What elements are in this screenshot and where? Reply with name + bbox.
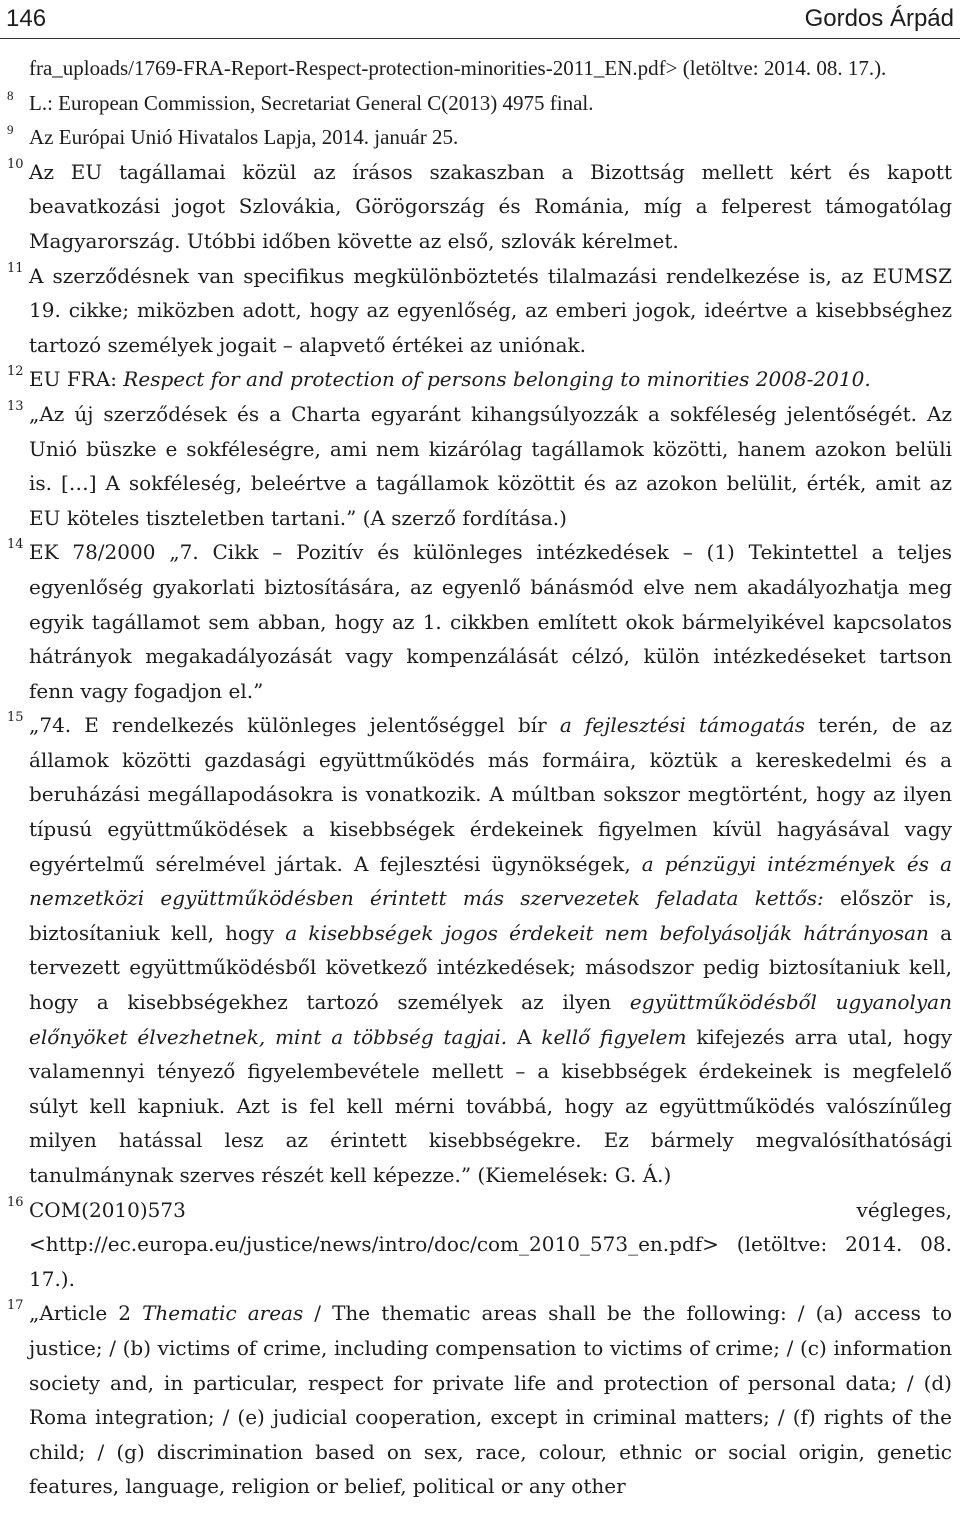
footnote-text: L.: European Commission, Secretariat General C(2013) 4975 final. <box>29 90 594 115</box>
footnote-number: 9 <box>7 122 14 138</box>
emphasis: a pénzügyi intézmények és a nemzetközi együttműködésben érintett más szervezetek feladata kettős: <box>29 851 953 911</box>
author-name: Gordos Árpád <box>804 5 954 32</box>
emphasis: a kisebbségek jogos érdekeit nem befolyásolják hátrányosan <box>285 920 929 945</box>
footnote-text <box>29 1296 952 1504</box>
footnote-11 <box>0 259 960 363</box>
footnote-13 <box>0 397 960 535</box>
footnote-continuation <box>0 51 960 86</box>
text-run: kifejezés arra utal, hogy valamennyi tényező figyelembevétele mellett – a kisebbségek érdekeinek is megfelelő súlyt kell kapniuk. Azt is fel kell mérni továbbá, hogy az együttműködés valószínűleg milyen hatással lesz az érintett kisebbségekre. Ez bármely megvalósíthatósági tanulmánynak szerves részét kell képezze.” (Kiemelések: G. Á.) <box>29 1024 952 1187</box>
footnote-number: 12 <box>7 364 24 380</box>
text-run: „Article 2 <box>29 1301 143 1326</box>
footnote-text: fra_uploads/1769-FRA-Report-Respect-protection-minorities-2011_EN.pdf> (letöltve: 2014. 08. 17.). <box>29 56 887 80</box>
footnote-text: A szerződésnek van specifikus megkülönböztetés tilalmazási rendelkezése is, az EUMSZ 19. cikke; miközben adott, hogy az egyenlőség, az emberi jogok, ideértve a kisebbséghez tartozó személyek jogait – alapvető értékei az uniónak. <box>29 263 952 357</box>
footnote-9 <box>0 120 960 155</box>
footnote-17 <box>0 1296 960 1504</box>
footnote-text: EK 78/2000 „7. Cikk – Pozitív és különleges intézkedések – (1) Tekintettel a teljes egyenlőség gyakorlati biztosítására, az egyenlő bánásmód elve nem akadályozhatja meg egyik tagállamot sem abban, hogy az 1. cikkben említett okok bármelyikével kapcsolatos hátrányok megakadályozását vagy kompenzálását célzó, külön intézkedéseket tartson fenn vagy fogadjon el.” <box>29 540 952 703</box>
footnote-text: „Az új szerződések és a Charta egyaránt kihangsúlyozzák a sokféleség jelentőségét. Az Unió büszke e sokféleségre, ami nem kizárólag tagállamok közötti, hanem azokon belüli is. […] A sokféleség, beleértve a tagállamok közöttit és az azokon belülit, érték, amit az EU köteles tiszteletben tartani.” (A szerző fordítása.) <box>29 401 952 530</box>
footnotes <box>0 51 960 1504</box>
text-run: A <box>507 1024 542 1049</box>
footnote-number: 14 <box>7 537 24 553</box>
footnote-number: 11 <box>7 260 24 276</box>
footnote-text: Az Európai Unió Hivatalos Lapja, 2014. január 25. <box>29 125 459 150</box>
footnote-15 <box>0 708 960 1192</box>
footnote-text <box>29 362 952 397</box>
footnote-16 <box>0 1193 960 1297</box>
footnote-8 <box>0 86 960 121</box>
report-title: Respect for and protection of persons belonging to minorities 2008-2010. <box>123 367 871 392</box>
footnote-number: 15 <box>7 710 24 726</box>
text-run: először is, biztosítaniuk kell, hogy <box>29 886 952 945</box>
emphasis: együttműködésből ugyanolyan előnyöket élvezhetnek, mint a többség tagjai. <box>29 990 952 1049</box>
emphasis: a fejlesztési támogatás <box>559 713 805 738</box>
footnote-number: 16 <box>7 1194 24 1210</box>
page-number: 146 <box>6 5 47 32</box>
running-header <box>0 0 960 39</box>
footnote-text <box>29 708 952 1192</box>
footnote-14 <box>0 535 960 708</box>
emphasis: kellő figyelem <box>541 1024 687 1049</box>
text-run: / The thematic areas shall be the following: / (a) access to justice; / (b) victims of crime, including compensation to victims of crime; / (c) information society and, in particular, respect for private life and protection of personal data; / (d) Roma integration; / (e) judicial cooperation, except in criminal matters; / (f) rights of the child; / (g) discrimination based on sex, race, colour, ethnic or social origin, genetic features, language, religion or belief, political or any other <box>29 1301 953 1499</box>
footnote-number: 17 <box>7 1298 24 1314</box>
footnote-text: COM(2010)573 végleges, <http://ec.europa.eu/justice/news/intro/doc/com_2010_573_en.pdf> (letöltve: 2014. 08. 17.). <box>29 1197 952 1291</box>
source-prefix: EU FRA: <box>29 367 124 392</box>
text-run: a tervezett együttműködésből következő intézkedések; másodszor pedig biztosítaniuk kell, hogy a kisebbségekhez tartozó személyek az ilyen <box>29 920 952 1015</box>
footnote-text: Az EU tagállamai közül az írásos szakaszban a Bizottság mellett kért és kapott beavatkozási jogot Szlovákia, Görögország és Románia, míg a felperest támogatólag Magyarország. Utóbbi időben követte az első, szlovák kérelmet. <box>29 159 952 253</box>
footnote-number: 13 <box>7 398 24 414</box>
footnote-number: 8 <box>7 87 14 103</box>
footnote-12 <box>0 362 960 397</box>
text-run: „74. E rendelkezés különleges jelentőséggel bír <box>29 713 560 738</box>
text-run: terén, de az államok közötti gazdasági együttműködés más formáira, köztük a kereskedelmi és a beruházási megállapodásokra is vonatkozik. A múltban sokszor megtörtént, hogy az ilyen típusú együttműködések a kisebbségek érdekeinek figyelmen kívül hagyásával vagy egyértelmű sérelmével jártak. A fejlesztési ügynökségek, <box>29 713 952 876</box>
footnote-number: 10 <box>7 156 24 172</box>
footnote-10 <box>0 155 960 259</box>
emphasis: Thematic areas <box>142 1301 304 1326</box>
